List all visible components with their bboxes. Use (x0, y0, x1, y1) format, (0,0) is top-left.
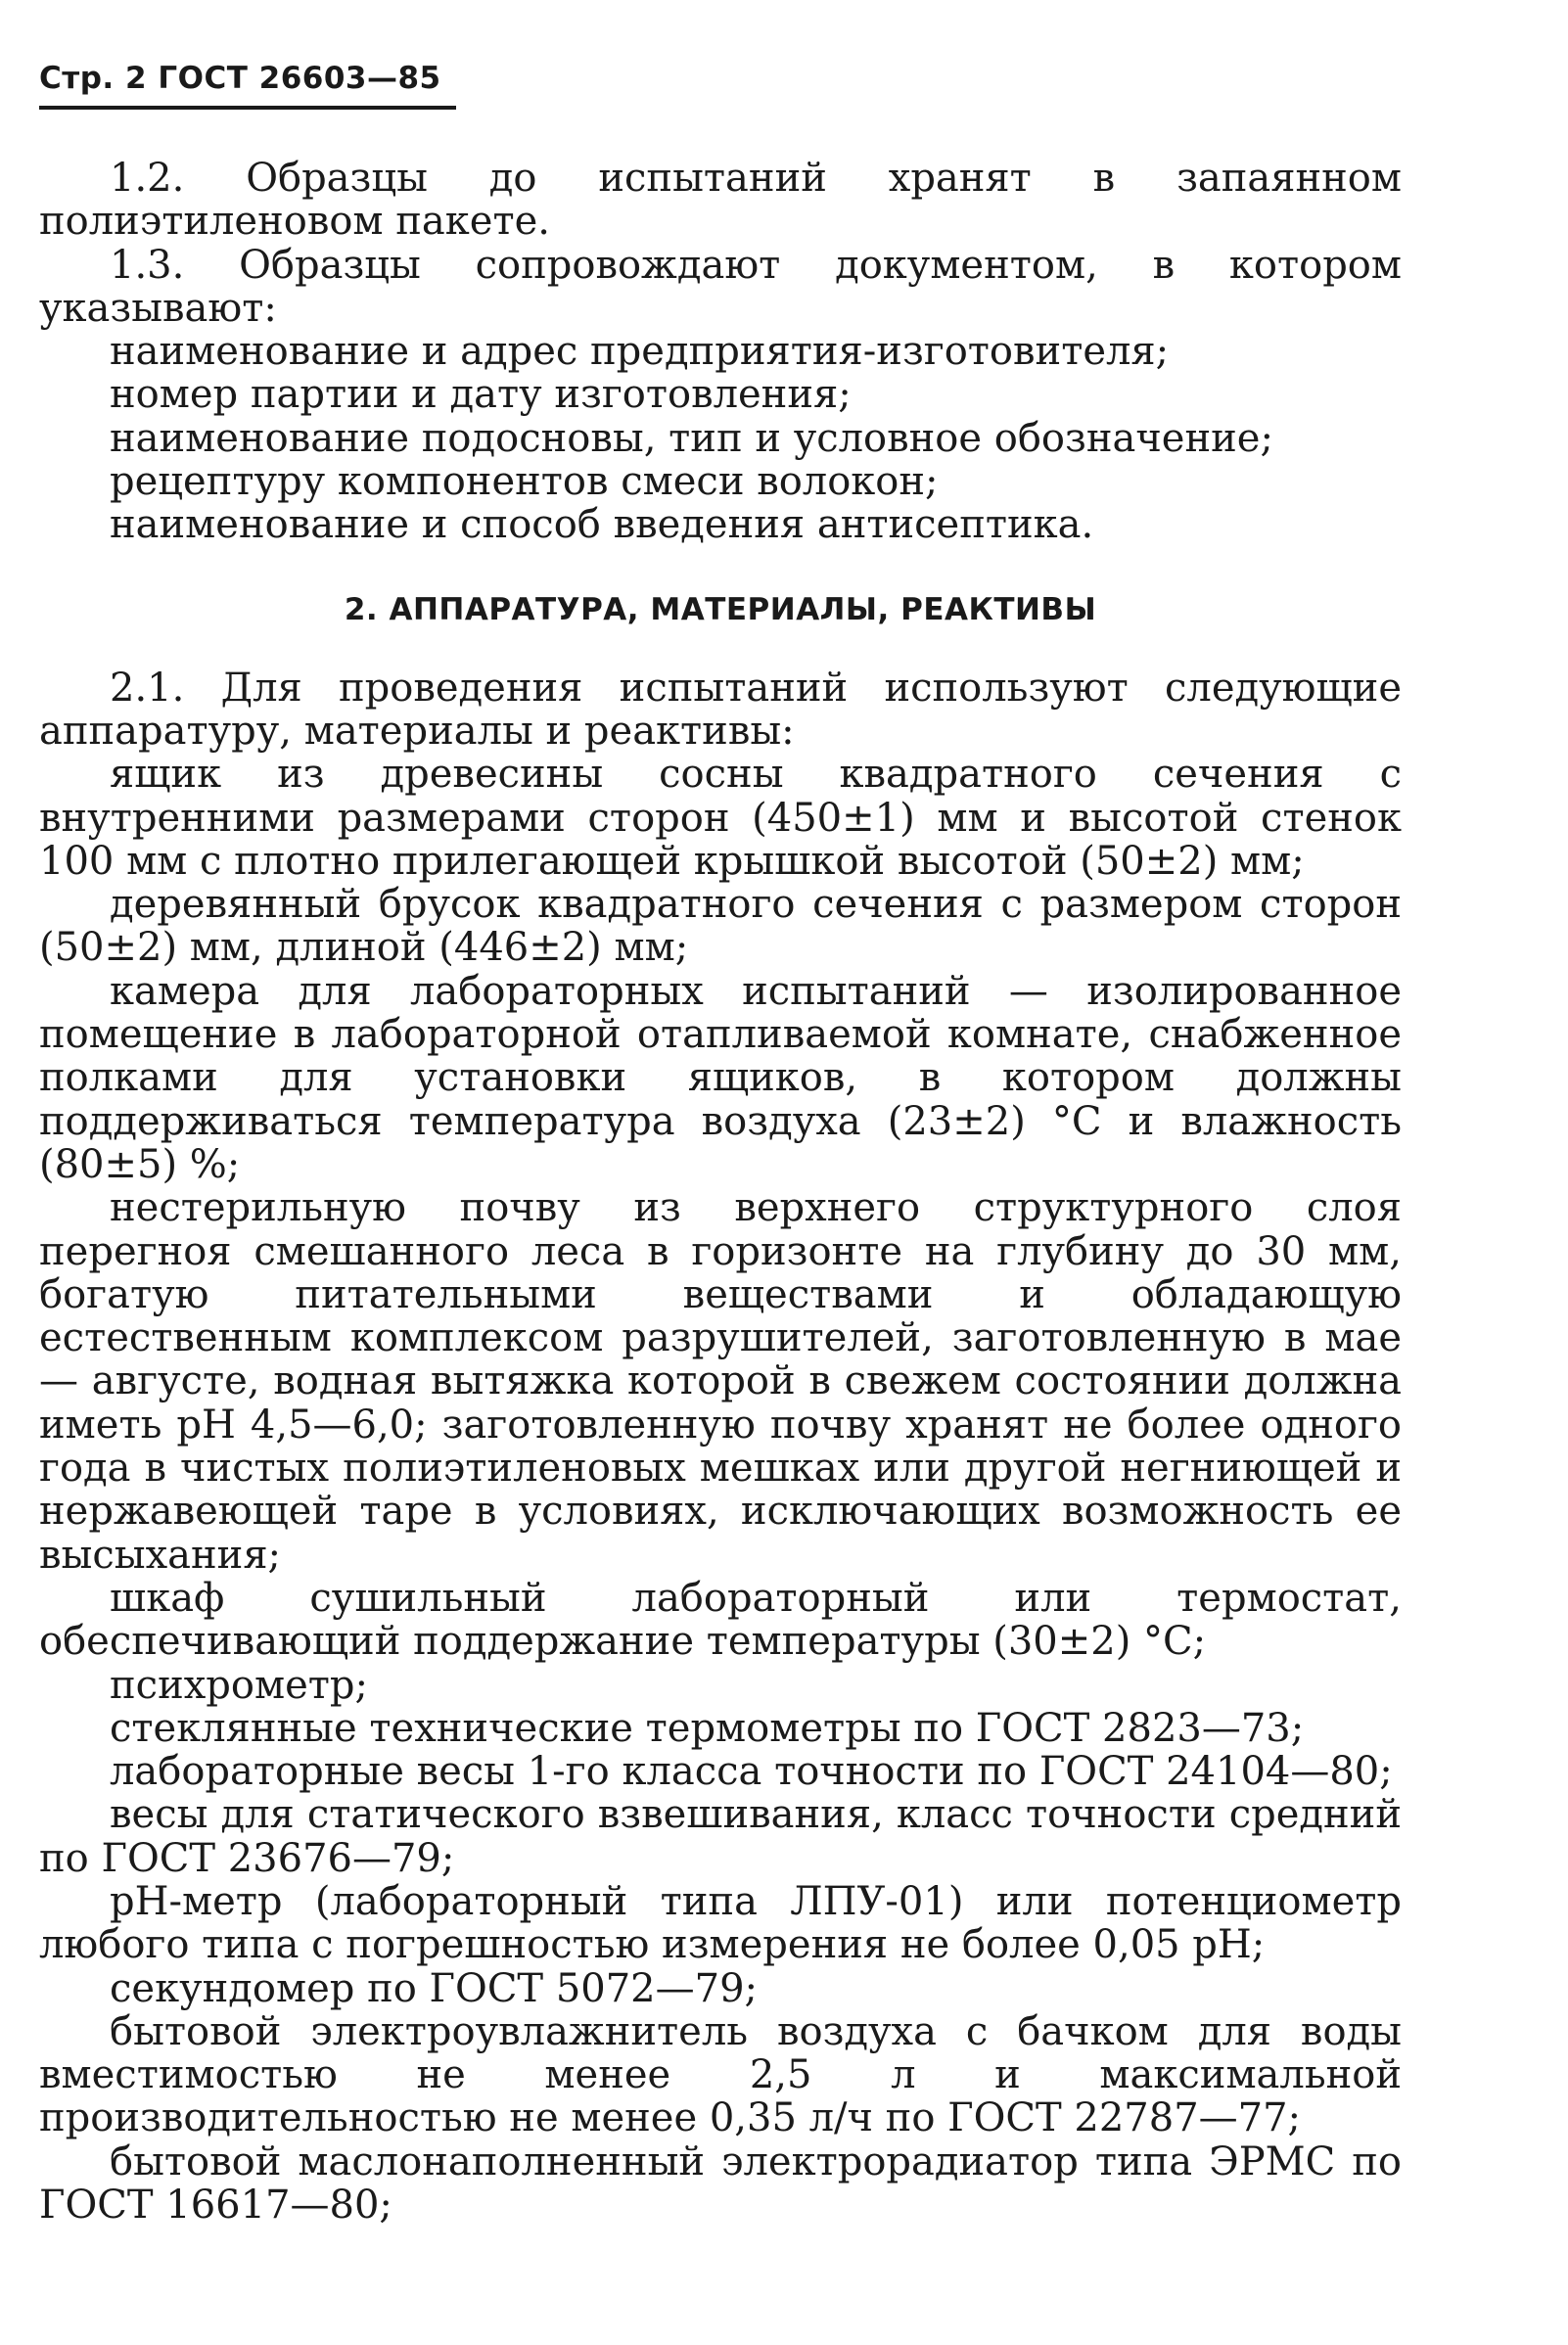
section-title: 2. АППАРАТУРА, МАТЕРИАЛЫ, РЕАКТИВЫ (344, 591, 1097, 627)
list-item: наименование и способ введения антисептика. (110, 502, 1094, 548)
list-item: деревянный брусок квадратного сечения с размером сторон (50±2) мм, длиной (446±2) мм; (39, 882, 1402, 971)
list-item: психрометр; (110, 1662, 368, 1708)
list-item: ящик из древесины сосны квадратного сечения с внутренними размерами сторон (450±1) мм и высотой стенок 100 мм с плотно прилегающей крышкой высотой (50±2) мм; (39, 752, 1402, 884)
list-item: камера для лабораторных испытаний — изолированное помещение в лабораторной отапливаемой комнате, снабженное полками для установки ящиков, в котором должны поддерживаться температура воздуха (23±2) °С и влажность (80±5) %; (39, 968, 1402, 1187)
list-item: стеклянные технические термометры по ГОСТ 2823—73; (110, 1705, 1305, 1751)
list-item: наименование и адрес предприятия-изготовителя; (110, 329, 1170, 375)
list-item: секундомер по ГОСТ 5072—79; (110, 1965, 758, 2011)
document-body (39, 157, 1402, 2227)
paragraph-1-2: 1.2. Образцы до испытаний хранят в запаянном полиэтиленовом пакете. (39, 156, 1402, 245)
list-item: лабораторные весы 1-го класса точности по ГОСТ 24104—80; (110, 1749, 1393, 1795)
list-item: наименование подосновы, тип и условное обозначение; (110, 415, 1273, 461)
list-item: бытовой электроувлажнитель воздуха с бачком для воды вместимостью не менее 2,5 л и максимальной производительностью не менее 0,35 л/ч по ГОСТ 22787—77; (39, 2008, 1402, 2141)
list-item: шкаф сушильный лабораторный или термостат, обеспечивающий поддержание температуры (30±2) °С; (39, 1575, 1402, 1665)
paragraph-1-3: 1.3. Образцы сопровождают документом, в котором указывают: (39, 242, 1402, 331)
list-item: номер партии и дату изготовления; (110, 372, 852, 418)
list-item: рецептуру компонентов смеси волокон; (110, 459, 939, 505)
paragraph-2-1: 2.1. Для проведения испытаний используют следующие аппаратуру, материалы и реактивы: (39, 665, 1402, 754)
list-item: рН-метр (лабораторный типа ЛПУ-01) или потенциометр любого типа с погрешностью измерения не более 0,05 рН; (39, 1878, 1402, 1968)
header-rule (39, 106, 456, 110)
list-item: весы для статического взвешивания, класс точности средний по ГОСТ 23676—79; (39, 1792, 1402, 1881)
list-item: бытовой маслонаполненный электрорадиатор типа ЭРМС по ГОСТ 16617—80; (39, 2138, 1402, 2229)
list-item: нестерильную почву из верхнего структурного слоя перегноя смешанного леса в горизонте на глубину до 30 мм, богатую питательными веществами и обладающую естественным комплексом разрушителей, заготовленную в мае — августе, водная вытяжка которой в свежем состоянии должна иметь рН 4,5—6,0; заготовленную почву хранят не более одного года в чистых полиэтиленовых мешках или другой негниющей и нержавеющей таре в условиях, исключающих возможность ее высыхания; (39, 1185, 1402, 1578)
page-header: Стр. 2 ГОСТ 26603—85 (39, 61, 441, 96)
